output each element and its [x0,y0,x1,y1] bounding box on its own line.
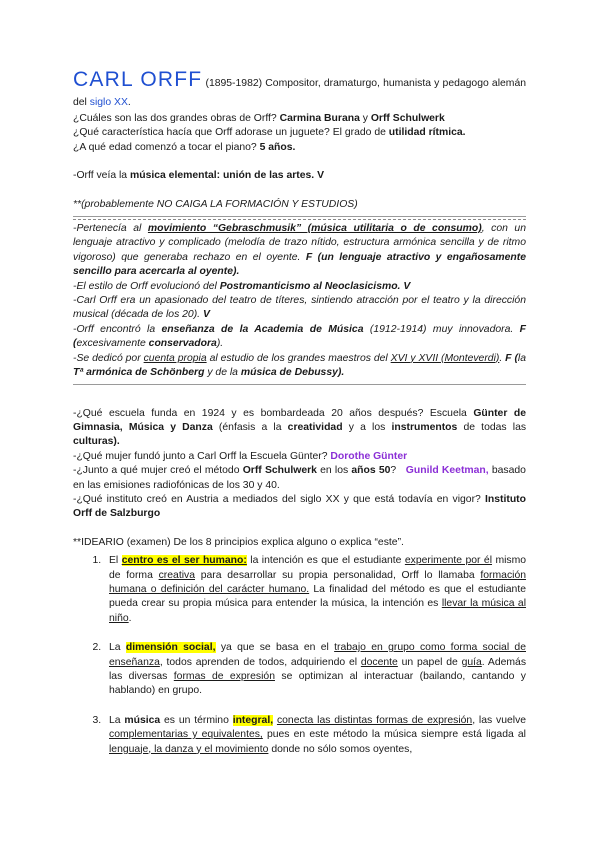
ideario-list [73,554,526,757]
spacer [73,155,526,169]
note-formacion: **(probablemente NO CAIGA LA FORMACIÓN Y ESTUDIOS) [73,198,358,210]
spacer [73,522,526,536]
question-mujer-escuela: -¿Qué mujer fundó junto a Carl Orff la Escuela Günter? Dorothe Günter [73,450,408,462]
statement-titeres: -Carl Orff era un apasionado del teatro de títeres, sintiendo atracción por el teatro y la dirección musical (década de los 20). V [73,295,526,321]
page-title: CARL ORFF [73,68,203,91]
header-dates: (1895-1982) [205,78,263,89]
section-true-false [73,222,526,380]
list-item: 2. La dimensión social, ya que se basa en el trabajo en grupo como forma social de enseñanza, todos aprenden de todos, adquiriendo el docente un papel de guía. Además las diversas formas de expresión se optimizan al interactuar (bailando, cantando y hablando) en grupo. [104,641,526,699]
list-item: 1. El centro es el ser humano: la intención es que el estudiante experimente por él mismo de forma creativa para desarrollar su propia personalidad, Orff lo llamaba formación humana o definición del carácter humano. La finalidad del método es que el estudiante pueda crear su propia música para entender la música, la intención es llevar la música al niño. [104,554,526,626]
divider-dashed [73,219,526,220]
statement-estilo: -El estilo de Orff evolucionó del Postromanticismo al Neoclasicismo. V [73,280,411,292]
question-instituto: -¿Qué instituto creó en Austria a mediados del siglo XX y que está todavía en vigor? Instituto Orff de Salzburgo [73,493,526,520]
elemental-statement: -Orff veía la música elemental: unión de las artes. V [73,170,325,182]
list-item: 3. La música es un término integral, conecta las distintas formas de expresión, las vuelve complementarias y equivalentes, pues en este método la música siempre está ligada al lenguaje, la danza y el movimiento donde no sólo somos oyentes, [104,714,526,757]
spacer [73,184,526,198]
divider [73,216,526,217]
question-juguete: ¿Qué característica hacía que Orff adorase un juguete? El grado de utilidad rítmica. [73,127,466,139]
statement-gebrauchsmusik: -Pertenecía al movimiento “Gebraschmusik” (música utilitaria o de consumo), con un lenguaje atractivo y complicado (melodía de trazo nítido, estructura armónica sencilla y de ritmo vigoroso) que generaba rechazo en el oyente. F (un lenguaje atractivo y engañosamente sencillo para acercarla al oyente). [73,223,526,278]
question-metodo: -¿Junto a qué mujer creó el método Orff Schulwerk en los años 50? Gunild Keetman, basado en las emisiones radiofónicas de los 30 y 40. [73,465,526,491]
question-escuela: -¿Qué escuela funda en 1924 y es bombardeada 20 años después? Escuela Günter de Gimnasia, Música y Danza (énfasis a la creatividad y a los instrumentos de todas las culturas). [73,407,527,448]
statement-maestros: -Se dedicó por cuenta propia al estudio de los grandes maestros del XVI y XVII (Monteverdi). F (la Tª armónica de Schönberg y de la música de Debussy). [73,352,527,379]
header-description: Compositor, dramaturgo, humanista y pedagogo alemán del [73,78,527,108]
century-link[interactable]: siglo XX [89,97,128,108]
ideario-intro: **IDEARIO (examen) De los 8 principios explica alguno o explica “este”. [73,536,404,548]
statement-academia: -Orff encontró la enseñanza de la Academia de Música (1912-1914) muy innovadora. F (excesivamente conservadora). [73,323,527,350]
question-piano: ¿A qué edad comenzó a tocar el piano? 5 años. [73,141,296,153]
spacer [73,385,526,407]
header-paragraph: CARL ORFF (1895-1982) Compositor, dramaturgo, humanista y pedagogo alemán del siglo XX. [73,68,527,108]
question-obras: ¿Cuáles son las dos grandes obras de Orff? Carmina Burana y Orff Schulwerk [73,113,445,124]
